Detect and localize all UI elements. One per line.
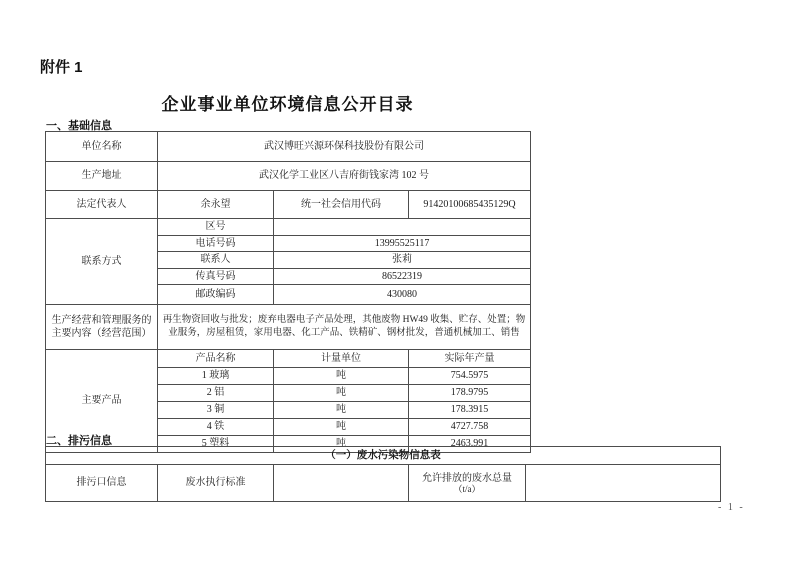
product-name: 4 铁 (158, 419, 274, 436)
contact-person-label: 联系人 (158, 252, 274, 269)
area-code-label: 区号 (158, 219, 274, 236)
business-scope-value: 再生物资回收与批发；废弃电器电子产品处理，其他废物 HW49 收集、贮存、处置；物业服务，房屋租赁，家用电器、化工产品、铁精矿、钢材批发，普通机械加工、销售 (158, 305, 531, 350)
fax-label: 传真号码 (158, 268, 274, 285)
product-unit: 吨 (274, 368, 409, 385)
phone-label: 电话号码 (158, 235, 274, 252)
product-name: 5 塑料 (158, 436, 274, 453)
product-unit: 吨 (274, 419, 409, 436)
table-row-products-header (46, 350, 531, 368)
table-row-wastewater-title (46, 447, 721, 465)
document-title: 企业事业单位环境信息公开目录 (161, 95, 414, 114)
table-row-area-code (46, 219, 531, 236)
product-output: 178.9795 (409, 385, 531, 402)
contact-label: 联系方式 (46, 219, 158, 305)
wastewater-table-title: （一）废水污染物信息表 (46, 447, 721, 465)
product-output: 2463.991 (409, 436, 531, 453)
postal-code-label: 邮政编码 (158, 285, 274, 305)
product-unit: 吨 (274, 436, 409, 453)
postal-code-value: 430080 (274, 285, 531, 305)
section-heading-basic-info: 一、基础信息 (46, 120, 112, 132)
product-name: 3 铜 (158, 402, 274, 419)
product-output: 178.3915 (409, 402, 531, 419)
address-value: 武汉化学工业区八吉府街钱家湾 102 号 (158, 162, 531, 191)
product-unit-header: 计量单位 (274, 350, 409, 368)
page-number: - 1 - (718, 502, 745, 513)
allowed-discharge-total-text: 允许排放的废水总量 (422, 472, 512, 484)
products-label: 主要产品 (46, 350, 158, 453)
product-output: 754.5975 (409, 368, 531, 385)
product-name-header: 产品名称 (158, 350, 274, 368)
wastewater-standard-label: 废水执行标准 (158, 465, 274, 502)
product-unit: 吨 (274, 402, 409, 419)
table-row-legal-rep (46, 191, 531, 219)
table-row-unit-name (46, 132, 531, 162)
section-heading-discharge-info: 二、排污信息 (46, 435, 112, 447)
attachment-label: 附件 1 (40, 59, 83, 76)
wastewater-pollutant-table (45, 446, 721, 502)
table-row-address (46, 162, 531, 191)
uscc-label: 统一社会信用代码 (274, 191, 409, 219)
address-label: 生产地址 (46, 162, 158, 191)
uscc-value: 91420100685435129Q (409, 191, 531, 219)
unit-name-value: 武汉博旺兴源环保科技股份有限公司 (158, 132, 531, 162)
legal-rep-label: 法定代表人 (46, 191, 158, 219)
legal-rep-value: 余永望 (158, 191, 274, 219)
product-output: 4727.758 (409, 419, 531, 436)
fax-value: 86522319 (274, 268, 531, 285)
allowed-discharge-total-label (409, 465, 526, 502)
business-scope-label: 生产经营和管理服务的主要内容（经营范围） (46, 305, 158, 350)
basic-info-table (45, 131, 531, 453)
allowed-discharge-total-unit: （t/a） (453, 483, 481, 494)
empty-cell (526, 465, 721, 502)
contact-person-value: 张莉 (274, 252, 531, 269)
area-code-value (274, 219, 531, 236)
outlet-info-label: 排污口信息 (46, 465, 158, 502)
unit-name-label: 单位名称 (46, 132, 158, 162)
table-row-wastewater-headers (46, 465, 721, 502)
phone-value: 13995525117 (274, 235, 531, 252)
table-row-business-scope (46, 305, 531, 350)
product-unit: 吨 (274, 385, 409, 402)
product-output-header: 实际年产量 (409, 350, 531, 368)
product-name: 2 铝 (158, 385, 274, 402)
product-name: 1 玻璃 (158, 368, 274, 385)
empty-cell (274, 465, 409, 502)
